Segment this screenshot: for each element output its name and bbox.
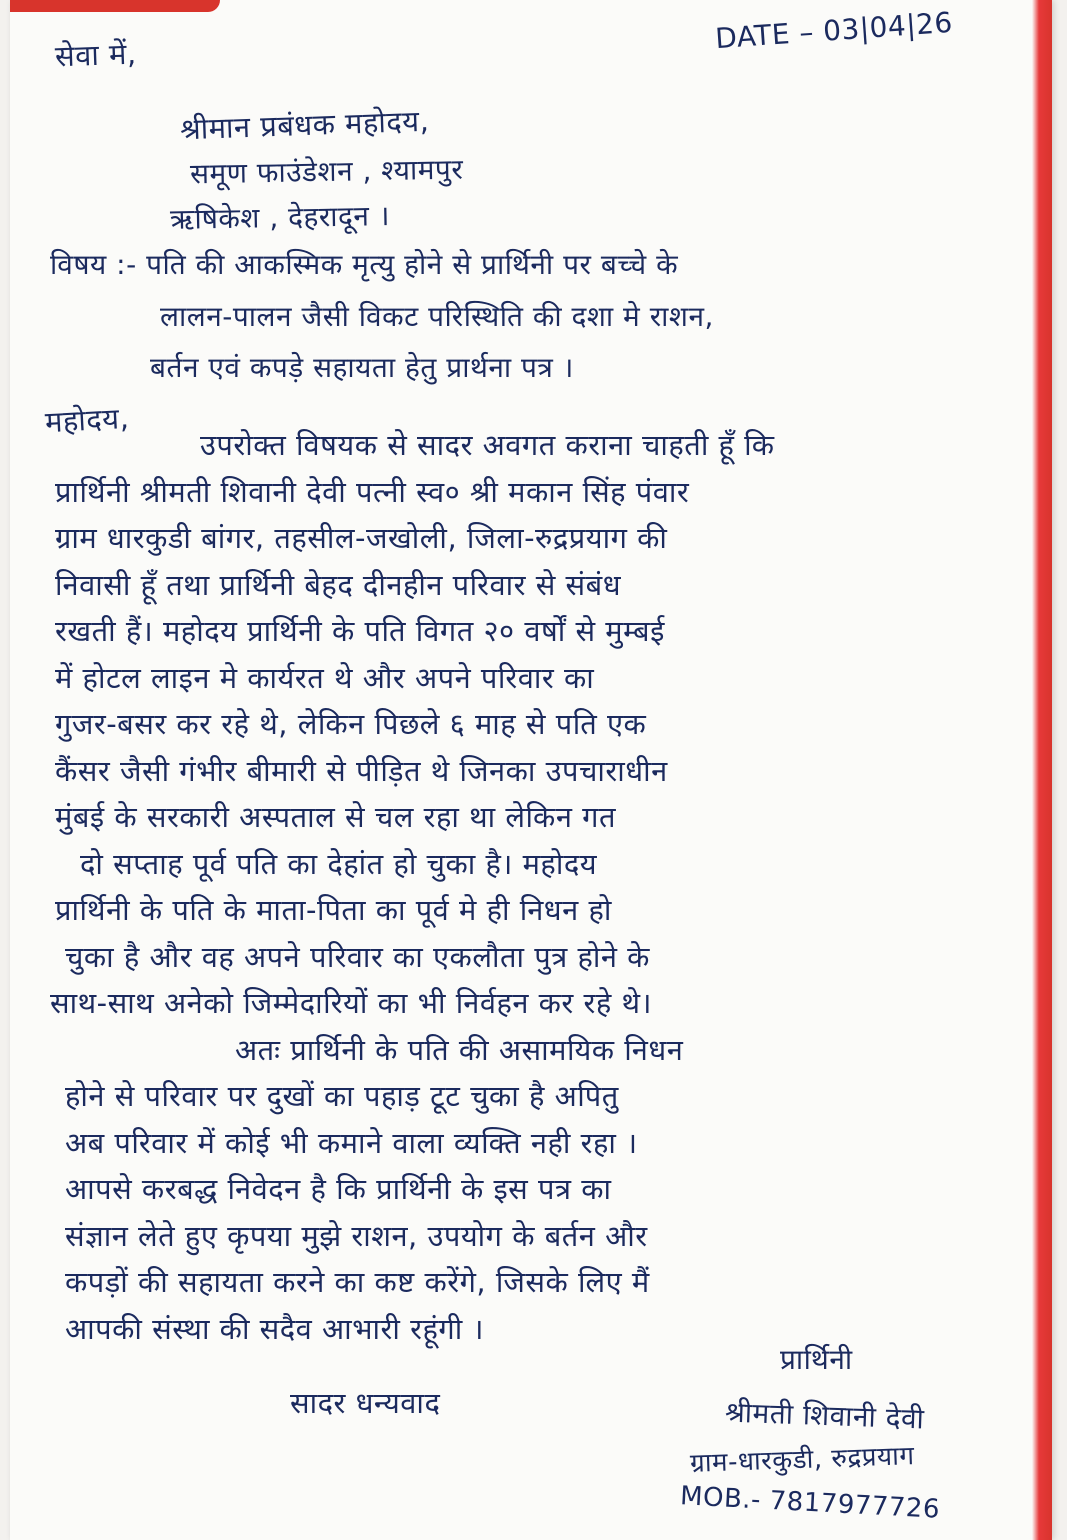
- signature-address: ग्राम-धारकुडी, रुद्रप्रयाग: [689, 1441, 915, 1479]
- body-line: साथ-साथ अनेको जिम्मेदारियों का भी निर्वहन कर रहे थे।: [50, 986, 653, 1020]
- body-line: प्रार्थिनी के पति के माता-पिता का पूर्व मे ही निधन हो: [55, 893, 612, 927]
- body-line: चुका है और वह अपने परिवार का एकलौता पुत्र होने के: [65, 939, 650, 974]
- body-line: प्रार्थिनी श्रीमती शिवानी देवी पत्नी स्व० श्री मकान सिंह पंवार: [55, 474, 690, 509]
- red-edge-right: [1032, 0, 1052, 1540]
- greeting: महोदय,: [44, 400, 131, 440]
- body-line: आपकी संस्था की सदैव आभारी रहूंगी ।: [65, 1311, 484, 1346]
- body-line: मुंबई के सरकारी अस्पताल से चल रहा था लेकिन गत: [55, 800, 617, 834]
- body-line: ग्राम धारकुडी बांगर, तहसील-जखोली, जिला-रुद्रप्रयाग की: [55, 521, 668, 555]
- body-line: अब परिवार में कोई भी कमाने वाला व्यक्ति नही रहा ।: [65, 1125, 638, 1160]
- signature-name: श्रीमती शिवानी देवी: [724, 1395, 925, 1436]
- body-line: दो सप्ताह पूर्व पति का देहांत हो चुका है। महोदय: [80, 846, 598, 881]
- addressee-line-1: श्रीमान प्रबंधक महोदय,: [179, 103, 430, 147]
- letter-date: DATE – 03|04|26: [714, 5, 954, 56]
- body-line: गुजर-बसर कर रहे थे, लेकिन पिछले ६ माह से पति एक: [55, 707, 647, 741]
- body-line: कपड़ों की सहायता करने का कष्ट करेंगे, जिसके लिए मैं: [65, 1265, 650, 1299]
- body-line: उपरोक्त विषयक से सादर अवगत कराना चाहती हूँ कि: [200, 428, 775, 462]
- body-line: संज्ञान लेते हुए कृपया मुझे राशन, उपयोग के बर्तन और: [65, 1218, 648, 1253]
- body-line: कैंसर जैसी गंभीर बीमारी से पीड़ित थे जिनका उपचाराधीन: [55, 753, 668, 788]
- addressee-line-2: समूण फाउंडेशन , श्यामपुर: [189, 152, 464, 191]
- body-line: में होटल लाइन मे कार्यरत थे और अपने परिवार का: [55, 660, 595, 695]
- body-line: आपसे करबद्ध निवेदन है कि प्रार्थिनी के इस पत्र का: [65, 1172, 612, 1206]
- signature-title: प्रार्थिनी: [780, 1343, 853, 1376]
- body-line: रखती हैं। महोदय प्रार्थिनी के पति विगत २० वर्षों से मुम्बई: [55, 614, 665, 648]
- red-edge-top: [10, 0, 220, 12]
- body-line: अतः प्रार्थिनी के पति की असामयिक निधन: [235, 1032, 684, 1067]
- addressee-line-3: ऋषिकेश , देहरादून ।: [169, 199, 391, 236]
- letter-page: [10, 0, 1052, 1540]
- subject-line-1: विषय :- पति की आकस्मिक मृत्यु होने से प्रार्थिनी पर बच्चे के: [50, 248, 679, 281]
- subject-line-2: लालन-पालन जैसी विकट परिस्थिति की दशा मे राशन,: [160, 300, 714, 333]
- signature-mobile: MOB.- 7817977726: [679, 1481, 941, 1525]
- subject-line-3: बर्तन एवं कपड़े सहायता हेतु प्रार्थना पत्र ।: [150, 351, 574, 384]
- closing: सादर धन्यवाद: [290, 1386, 441, 1420]
- salutation: सेवा में,: [54, 36, 138, 74]
- body-line: निवासी हूँ तथा प्रार्थिनी बेहद दीनहीन परिवार से संबंध: [55, 567, 622, 602]
- body-line: होने से परिवार पर दुखों का पहाड़ टूट चुका है अपितु: [65, 1079, 619, 1113]
